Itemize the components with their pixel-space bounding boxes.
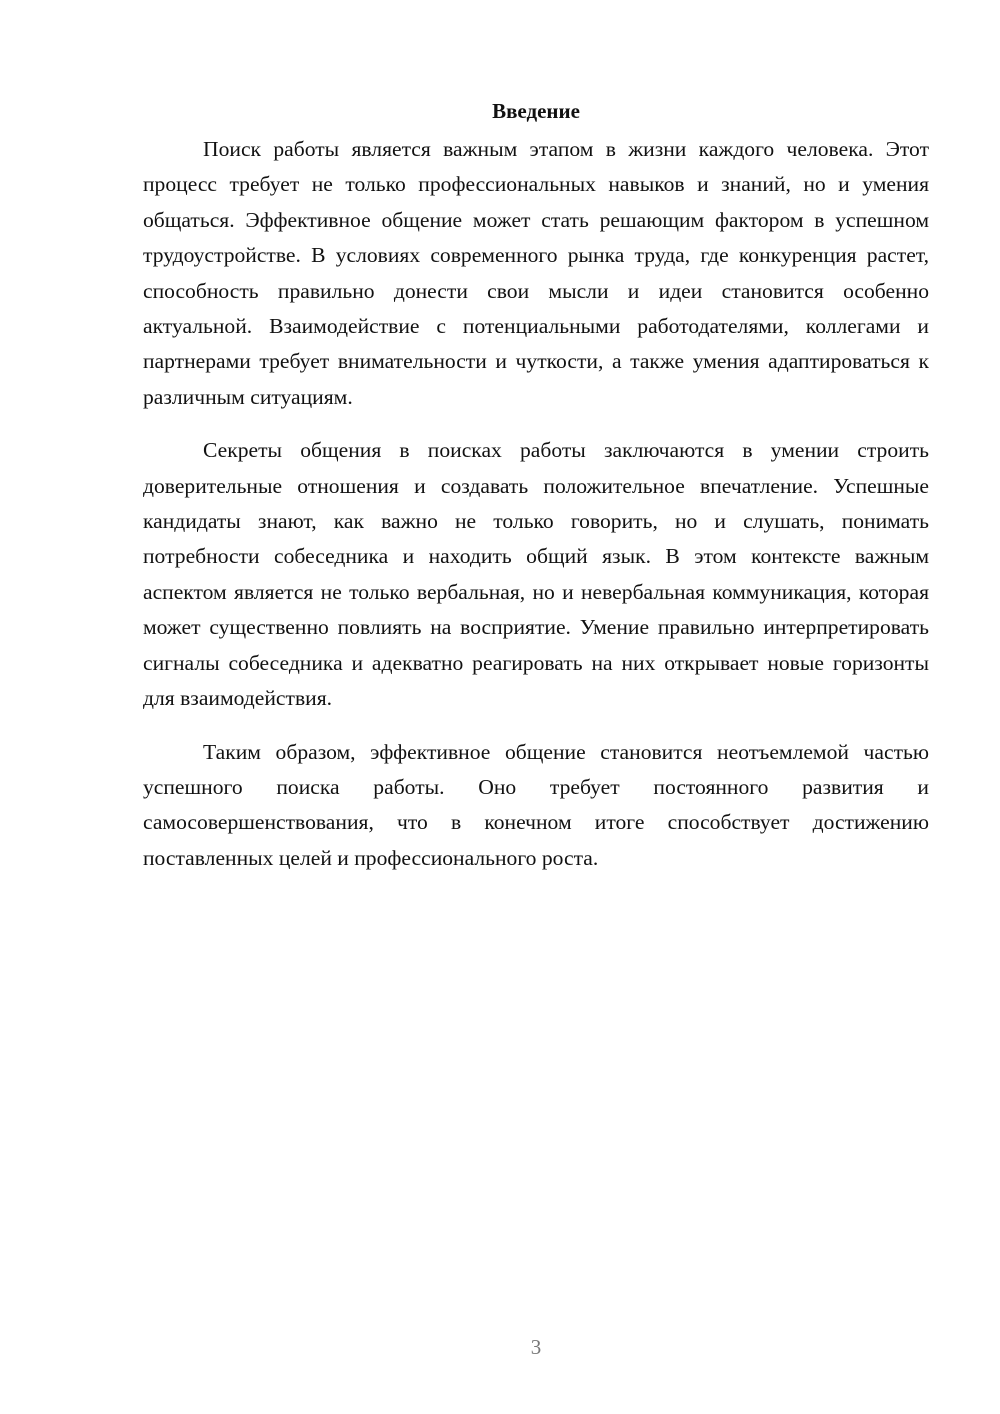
paragraph-3: Таким образом, эффективное общение становится неотъемлемой частью успешного поиска работы. Оно требует постоянного развития и самосовершенствования, что в конечном итоге способствует достижению поставленных целей и профессионального роста. — [143, 739, 929, 870]
paragraph-2: Секреты общения в поисках работы заключаются в умении строить доверительные отношения и создавать положительное впечатление. Успешные кандидаты знают, как важно не только говорить, но и слушать, понимать потребности собеседника и находить общий язык. В этом контексте важным аспектом является не только вербальная, но и невербальная коммуникация, которая может существенно повлиять на восприятие. Умение правильно интерпретировать сигналы собеседника и адекватно реагировать на них открывает новые горизонты для взаимодействия. — [143, 438, 929, 711]
page-content — [143, 96, 929, 876]
page-number: 3 — [530, 1335, 542, 1359]
section-heading: Введение — [492, 99, 580, 123]
paragraph-1: Поиск работы является важным этапом в жизни каждого человека. Этот процесс требует не только профессиональных навыков и знаний, но и умения общаться. Эффективное общение может стать решающим фактором в успешном трудоустройстве. В условиях современного рынка труда, где конкуренция растет, способность правильно донести свои мысли и идеи становится особенно актуальной. Взаимодействие с потенциальными работодателями, коллегами и партнерами требует внимательности и чуткости, а также умения адаптироваться к различным ситуациям. — [143, 137, 929, 409]
